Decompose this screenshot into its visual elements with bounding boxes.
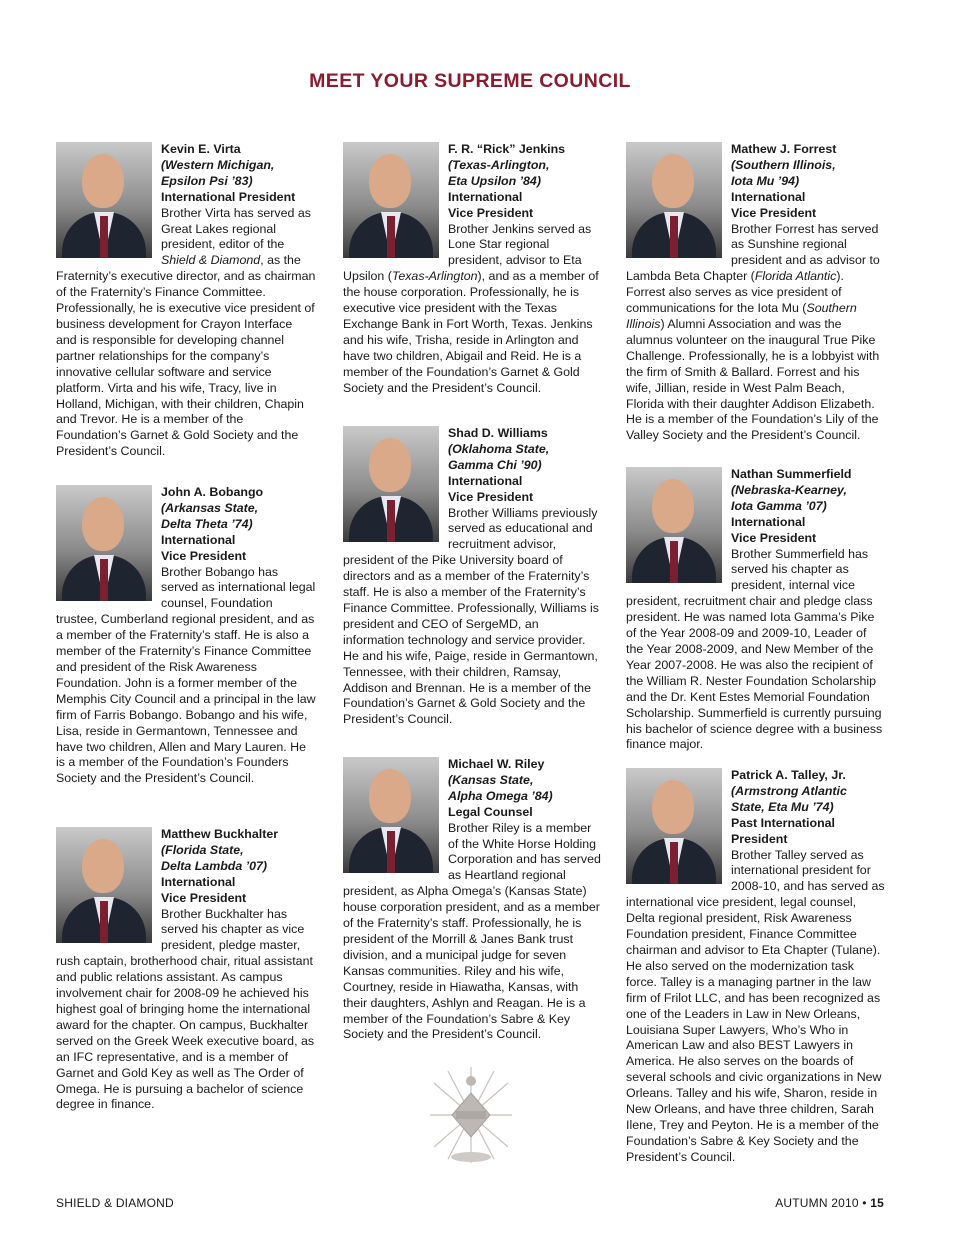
portrait-photo (626, 768, 722, 884)
member-bio (343, 426, 603, 728)
member-role: Past International (731, 815, 835, 830)
bio-text: Brother Summerfield has served his chapter as president, internal vice president, recruitment chair and pledge class president. He was named Iota Gamma’s Pike of the Year 2008-09 and 2009-10, Leader of the Year 2008-2009, and New Member of the Year 2007-2008. He was also the recipient of the William R. Nester Foundation Scholarship and the Dr. Kent Estes Memorial Foundation Scholarship. Summerfield is currently pursuing his bachelor of science degree with a business finance major. (626, 546, 883, 752)
portrait-head (652, 780, 694, 834)
portrait-photo (56, 485, 152, 601)
member-chapter: (Oklahoma State, (448, 441, 550, 456)
member-name: Michael W. Riley (448, 757, 545, 771)
portrait-tie (387, 831, 395, 873)
member-role: Vice President (448, 489, 534, 504)
member-role: International (448, 473, 523, 488)
portrait-tie (100, 901, 108, 943)
member-bio (626, 467, 886, 753)
bio-text-italic: Southern Illinois (626, 301, 857, 331)
portrait-tie (670, 541, 678, 583)
member-bio (343, 757, 603, 1043)
member-bio (626, 768, 886, 1166)
member-bio-text (626, 848, 886, 1166)
member-name: Matthew Buckhalter (161, 827, 279, 841)
footer-issue-page (775, 1196, 884, 1210)
portrait-head (369, 154, 411, 208)
member-chapter: Eta Upsilon ’84) (448, 173, 541, 188)
member-chapter: Delta Lambda ’07) (161, 858, 268, 873)
member-name: Nathan Summerfield (731, 467, 852, 481)
portrait-tie (670, 842, 678, 884)
member-chapter: (Southern Illinois, (731, 157, 836, 172)
member-role: Vice President (731, 205, 817, 220)
portrait-head (652, 479, 694, 533)
bio-text: Brother Forrest has served as Sunshine regional president and as advisor to Lambda Beta Chapter ( (626, 221, 880, 284)
member-role: International (161, 874, 236, 889)
page-number: 15 (870, 1196, 884, 1210)
member-role: International (161, 532, 236, 547)
bio-text: Brother Riley is a member of the White Horse Holding Corporation and has served as Heartland regional president, as Alpha Omega’s (Kansas State) house corporation president, and as a member of the Fraternity’s staff. Professionally, he is president of the Morrill & Janes Bank trust division, and a municipal judge for seven Kansas communities. Riley and his wife, Courtney, reside in Hiawatha, Kansas, with their daughters, Ashlyn and Reagan. He is a member of the Foundation’s Sabre & Key Society and the President’s Council. (343, 820, 601, 1042)
bio-text-italic: Texas-Arlington (391, 269, 478, 284)
member-role: Vice President (161, 890, 247, 905)
bio-text: Brother Bobango has served as international legal counsel, Foundation trustee, Cumberland regional president, and as a member of the Fraternity’s staff. He is also a member of the Fraternity’s Finance Committee and president of the Risk Awareness Foundation. John is a former member of the Memphis City Council and a principal in the law firm of Farris Bobango. Bobango and his wife, Lisa, reside in Germantown, Tennessee and have two children, Allen and Mary Lauren. He is a member of the Foundation’s Founders Society and the President’s Council. (56, 564, 316, 786)
footer-separator: • (862, 1196, 867, 1210)
member-bio (56, 827, 316, 1113)
bio-text: ), and as a member of the house corporation. Professionally, he is executive vice president with the Texas Exchange Bank in Fort Worth, Texas. Jenkins and his wife, Trisha, reside in Arlington and have two children, Abigail and Reid. He is a member of the Foundation’s Garnet & Gold Society and the President’s Council. (343, 269, 599, 395)
bio-text: , as the Fraternity’s executive director, and as chairman of the Fraternity’s Finance Committee. Professionally, he is executive vice president of business development for Crayon Interface and is responsible for developing channel partner relationships for the company’s innovative cellular software and service platform. Virta and his wife, Tracy, live in Holland, Michigan, with their children, Chapin and Trevor. He is a member of the Foundation’s Garnet & Gold Society and the President’s Council. (56, 253, 316, 459)
fraternity-crest-logo (428, 1063, 514, 1167)
member-name: Kevin E. Virta (161, 142, 241, 156)
footer-publication: SHIELD & DIAMOND (56, 1196, 174, 1210)
member-name: Shad D. Williams (448, 426, 548, 440)
member-chapter: Delta Theta ’74) (161, 516, 253, 531)
portrait-head (652, 154, 694, 208)
portrait-photo (626, 467, 722, 583)
footer-issue: AUTUMN 2010 (775, 1196, 859, 1210)
bio-text: ) Alumni Association and was the alumnus volunteer on the inaugural True Pike Challenge. Professionally, he is a lobbyist with the firm of Smith & Ballard. Forrest and his wife, Jillian, reside in West Palm Beach, Florida with their daughter Addison Elizabeth. He is a member of the Foundation’s Lily of the Valley Society and the President’s Council. (626, 316, 880, 443)
portrait-photo (343, 142, 439, 258)
member-chapter: (Texas-Arlington, (448, 157, 550, 172)
member-chapter: Iota Gamma ’07) (731, 498, 827, 513)
member-role: International (731, 189, 806, 204)
portrait-head (82, 497, 124, 551)
page-title: MEET YOUR SUPREME COUNCIL (309, 70, 631, 92)
member-name: Mathew J. Forrest (731, 142, 837, 156)
member-chapter: Gamma Chi ’90) (448, 457, 542, 472)
member-role: Vice President (161, 548, 247, 563)
member-role: Legal Counsel (448, 804, 533, 819)
bio-text: Brother Buckhalter has served his chapter as vice president, pledge master, rush captain, brotherhood chair, ritual assistant and public relations assistant. As campus involvement chair for 2008-09 he achieved his highest goal of bringing home the international award for the chapter. On campus, Buckhalter served on the Greek Week executive board, as an IFC representative, and is a member of Garnet and Gold Key as well as The Order of Omega. He is pursuing a bachelor of science degree in finance. (56, 906, 315, 1112)
bio-text-italic: Florida Atlantic (754, 269, 837, 284)
member-chapter: (Armstrong Atlantic (731, 783, 847, 798)
member-name: F. R. “Rick” Jenkins (448, 142, 566, 156)
portrait-tie (670, 216, 678, 258)
portrait-tie (100, 216, 108, 258)
portrait-head (82, 154, 124, 208)
member-chapter: Epsilon Psi ’83) (161, 173, 253, 188)
member-chapter: Iota Mu ’94) (731, 173, 800, 188)
portrait-head (82, 839, 124, 893)
bio-text: Brother Virta has served as Great Lakes regional president, editor of the (161, 205, 311, 252)
member-name: John A. Bobango (161, 485, 264, 499)
member-role: International President (161, 189, 296, 204)
bio-text: Brother Williams previously served as educational and recruitment advisor, president of the Pike University board of directors and as a member of the Fraternity’s staff. He is also a member of the Fraternity’s Finance Committee. Professionally, Williams is president and CEO of SergeMD, an information technology and service provider. He and his wife, Paige, reside in Germantown, Tennessee, with their children, Ramsay, Addison and Brennan. He is a member of the Foundation’s Garnet & Gold Society and the President’s Council. (343, 505, 599, 727)
bio-text: ). Forrest also serves as vice president of communications for the Iota Mu ( (626, 269, 844, 316)
member-role: International (448, 189, 523, 204)
member-chapter: (Florida State, (161, 842, 244, 857)
member-role: Vice President (731, 530, 817, 545)
bio-text-italic: Shield & Diamond (161, 253, 261, 268)
member-role: Vice President (448, 205, 534, 220)
member-chapter: (Nebraska-Kearney, (731, 482, 847, 497)
bio-text: Brother Talley served as international president for 2008-10, and has served as international vice president, legal counsel, Delta regional president, Risk Awareness Foundation president, Finance Committee chairman and advisor to Eta Chapter (Tulane). He also served on the modernization task force. Talley is a managing partner in the law firm of Frilot LLC, and has been recognized as one of the Leaders in Law in New Orleans, Louisiana Super Lawyers, Who’s Who in American Law and also BEST Lawyers in America. He also serves on the boards of several schools and civic organizations in New Orleans. Talley and his wife, Sharon, reside in New Orleans, and have three children, Sarah Ilene, Trey and Peyton. He is a member of the Foundation’s Sabre & Key Society and the President’s Council. (626, 847, 885, 1164)
member-bio (56, 485, 316, 787)
portrait-head (369, 769, 411, 823)
member-bio (626, 142, 886, 444)
member-role: President (731, 831, 788, 846)
member-name: Patrick A. Talley, Jr. (731, 768, 846, 782)
portrait-photo (343, 426, 439, 542)
portrait-tie (100, 559, 108, 601)
portrait-photo (56, 827, 152, 943)
portrait-tie (387, 216, 395, 258)
portrait-tie (387, 500, 395, 542)
member-chapter: (Kansas State, (448, 772, 534, 787)
member-chapter: (Arkansas State, (161, 500, 259, 515)
bio-text: Brother Jenkins served as Lone Star regional president, advisor to Eta Upsilon ( (343, 221, 592, 284)
member-chapter: Alpha Omega ’84) (448, 788, 553, 803)
member-bio (343, 142, 603, 397)
member-chapter: (Western Michigan, (161, 157, 275, 172)
portrait-photo (56, 142, 152, 258)
portrait-photo (626, 142, 722, 258)
portrait-head (369, 438, 411, 492)
member-chapter: State, Eta Mu ’74) (731, 799, 834, 814)
portrait-photo (343, 757, 439, 873)
member-role: International (731, 514, 806, 529)
member-bio (56, 142, 316, 460)
